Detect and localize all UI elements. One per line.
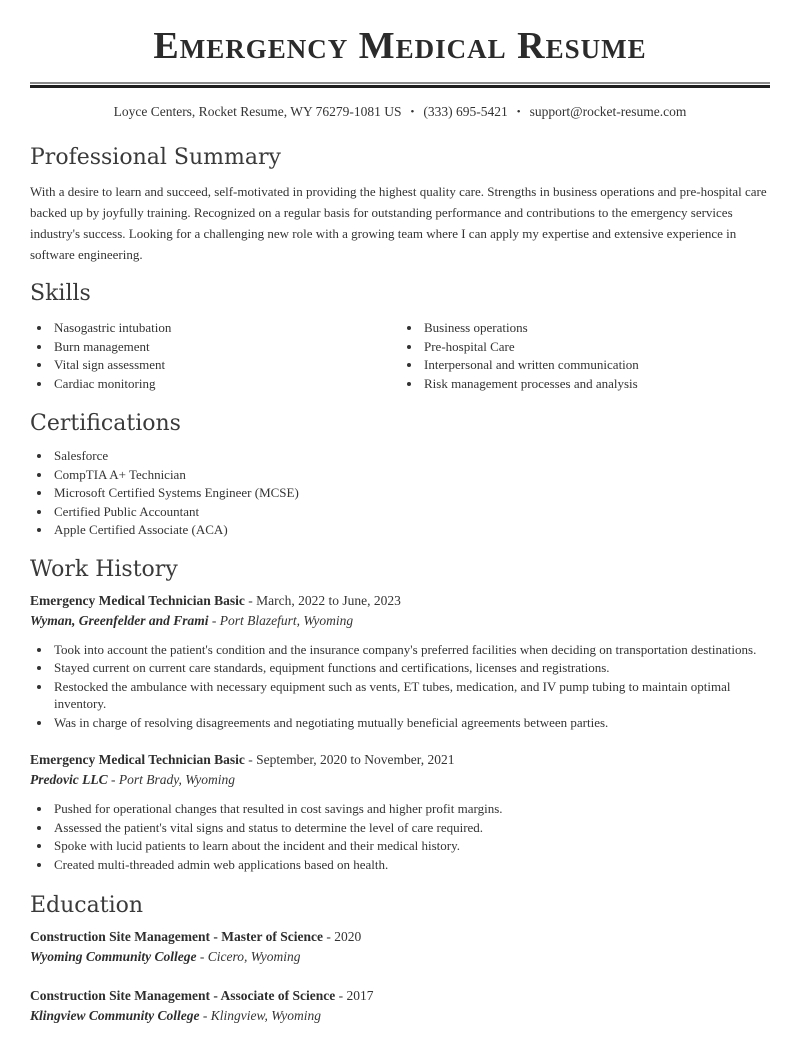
education-degree-line <box>30 988 770 1004</box>
job-dates: - September, 2020 to November, 2021 <box>244 752 455 767</box>
professional-summary-text: With a desire to learn and succeed, self-motivated in providing the highest quality care. Strengths in business operations and pre-hospital care backed up by joyfully training. Recognized on a regular basis for outstanding performance and contributions to the emergency services industry's success. Looking for a challenging new role with a growing team where I can apply my expertise and extensive experience in software engineering. <box>30 184 767 262</box>
certifications-list <box>30 447 770 539</box>
section-education <box>30 893 770 1024</box>
job-company: Wyman, Greenfelder and Frami <box>30 612 209 628</box>
skill-item: • Risk management processes and analysis <box>422 375 770 393</box>
section-skills <box>30 281 770 393</box>
certification-item: • Certified Public Accountant <box>52 503 770 521</box>
job-bullet: • Pushed for operational changes that resulted in cost savings and higher profit margins. <box>52 800 770 818</box>
skill-item: • Business operations <box>422 319 770 337</box>
work-history-heading: Work History <box>30 556 178 582</box>
education-school-line <box>30 1008 770 1024</box>
professional-summary-heading: Professional Summary <box>30 145 281 170</box>
certification-item: • CompTIA A+ Technician <box>52 466 770 484</box>
bullet-separator: • <box>516 106 521 118</box>
job-company: Predovic LLC <box>30 772 108 787</box>
skill-item: • Cardiac monitoring <box>52 375 400 393</box>
job-dates: - March, 2022 to June, 2023 <box>244 592 401 608</box>
job-location: - Port Blazefurt, Wyoming <box>208 612 354 628</box>
job-bullet: • Restocked the ambulance with necessary equipment such as vents, ET tubes, medication, and IV pump tubing to maintain optimal inventory. <box>52 678 770 713</box>
job-company-line <box>30 613 770 629</box>
job-bullet-list <box>30 641 770 732</box>
job-bullet: • Created multi-threaded admin web applications based on health. <box>52 856 770 874</box>
job-bullet: • Stayed current on current care standards, equipment functions and certifications, licenses and registrations. <box>52 659 770 677</box>
job-location: - Port Brady, Wyoming <box>107 772 235 787</box>
education-entry <box>30 988 770 1024</box>
job-title-line <box>30 752 770 768</box>
section-work-history <box>30 557 770 874</box>
job-title: Emergency Medical Technician Basic <box>30 592 245 608</box>
education-year: - 2017 <box>335 988 374 1003</box>
skill-item: • Burn management <box>52 338 400 356</box>
contact-line <box>30 104 770 120</box>
job-entry <box>30 593 770 732</box>
certification-item: • Apple Certified Associate (ACA) <box>52 521 770 539</box>
education-year: - 2020 <box>322 929 362 944</box>
job-title: Emergency Medical Technician Basic <box>30 752 245 767</box>
job-bullet: • Was in charge of resolving disagreements and negotiating mutually beneficial agreements between parties. <box>52 714 770 732</box>
education-degree-line <box>30 929 770 945</box>
contact-address: Loyce Centers, Rocket Resume, WY 76279-1081 US <box>113 104 402 119</box>
job-bullet: • Assessed the patient's vital signs and status to determine the level of care required. <box>52 819 770 837</box>
skills-list-left <box>30 319 400 393</box>
job-bullet-list <box>30 800 770 873</box>
job-entry <box>30 752 770 873</box>
job-company-line <box>30 772 770 788</box>
education-school: Wyoming Community College <box>30 949 197 964</box>
education-school: Klingview Community College <box>30 1008 200 1023</box>
job-bullet: • Took into account the patient's condition and the insurance company's preferred facilities when deciding on transportation destinations. <box>52 641 770 659</box>
certifications-heading: Certifications <box>30 411 181 436</box>
education-degree: Construction Site Management - Master of Science <box>30 929 323 944</box>
skill-item: • Interpersonal and written communication <box>422 356 770 374</box>
education-entry <box>30 929 770 965</box>
certification-item: • Microsoft Certified Systems Engineer (MCSE) <box>52 484 770 502</box>
certification-item: • Salesforce <box>52 447 770 465</box>
job-bullet: • Spoke with lucid patients to learn about the incident and their medical history. <box>52 837 770 855</box>
skill-item: • Nasogastric intubation <box>52 319 400 337</box>
skill-item: • Pre-hospital Care <box>422 338 770 356</box>
page-title: Emergency Medical Resume <box>153 25 647 67</box>
resume-header <box>30 24 770 120</box>
bullet-separator: • <box>410 106 415 118</box>
job-title-line <box>30 593 770 609</box>
skill-item: • Vital sign assessment <box>52 356 400 374</box>
education-school-line <box>30 949 770 965</box>
header-divider <box>30 82 770 88</box>
education-degree: Construction Site Management - Associate of Science <box>30 988 336 1003</box>
education-location: - Klingview, Wyoming <box>199 1008 322 1023</box>
skills-list-right <box>400 319 770 393</box>
skills-columns <box>30 307 770 393</box>
section-certifications <box>30 411 770 539</box>
contact-phone: (333) 695-5421 <box>423 104 508 119</box>
education-location: - Cicero, Wyoming <box>196 949 301 964</box>
contact-email: support@rocket-resume.com <box>529 104 687 119</box>
education-heading: Education <box>30 893 144 918</box>
section-professional-summary <box>30 145 770 265</box>
skills-heading: Skills <box>30 281 91 306</box>
